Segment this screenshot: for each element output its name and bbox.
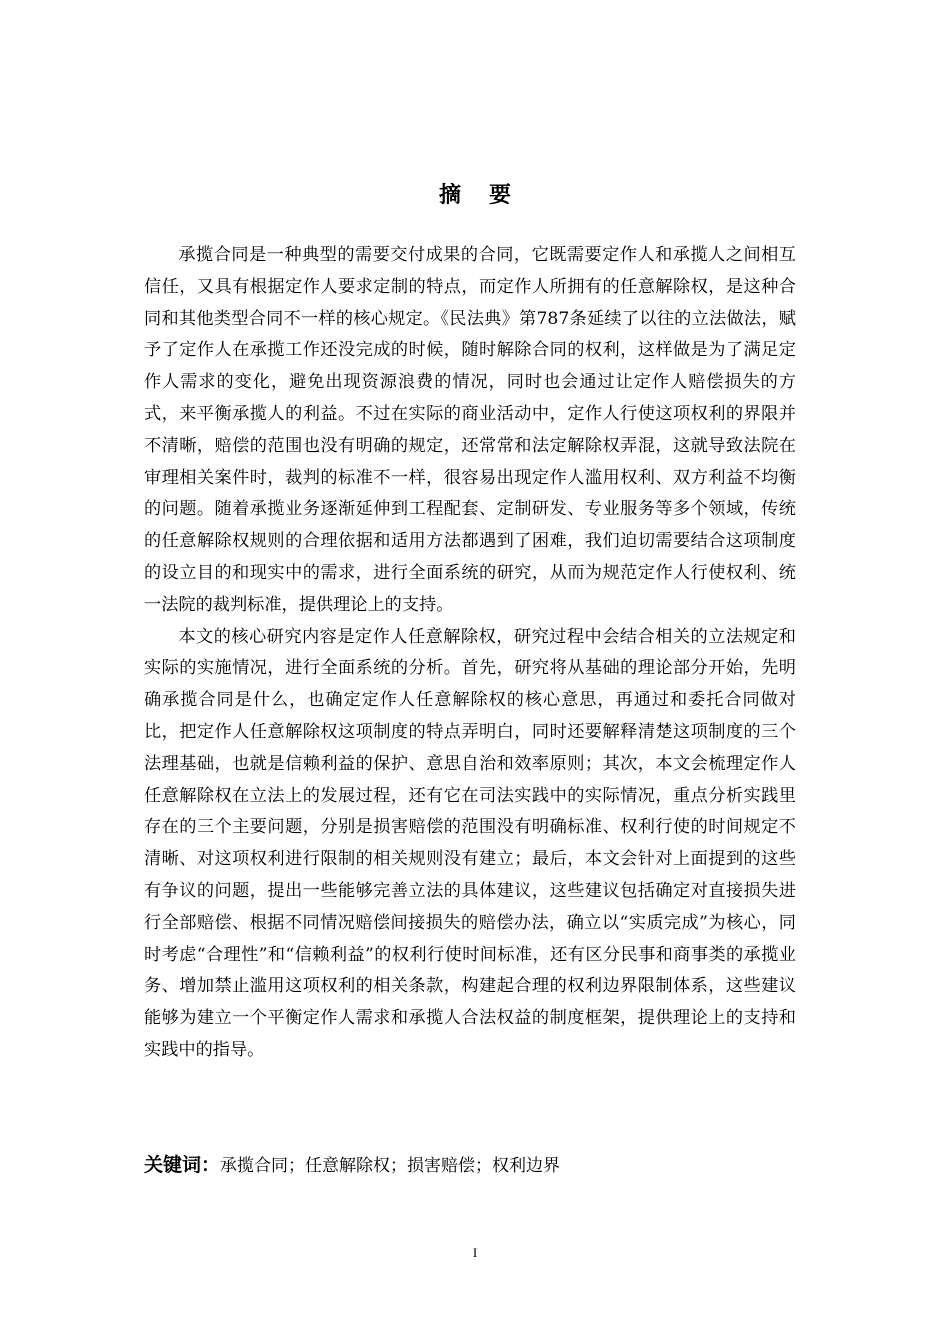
keywords-line [144,1150,796,1181]
page-title: 摘要 [438,183,539,208]
keywords-label: 关键词： [144,1154,221,1176]
abstract-body [144,240,796,1067]
keywords-text: 承揽合同；任意解除权；损害赔偿；权利边界 [220,1156,561,1176]
abstract-paragraph-1: 承揽合同是一种典型的需要交付成果的合同，它既需要定作人和承揽人之间相互信任，又具有根据定作人要求定制的特点，而定作人所拥有的任意解除权，是这种合同和其他类型合同不一样的核心规定。《民法典》第787条延续了以往的立法做法，赋予了定作人在承揽工作还没完成的时候，随时解除合同的权利，这样做是为了满足定作人需求的变化，避免出现资源浪费的情况，同时也会通过让定作人赔偿损失的方式，来平衡承揽人的利益。不过在实际的商业活动中，定作人行使这项权利的界限并不清晰，赔偿的范围也没有明确的规定，还常常和法定解除权弄混，这就导致法院在审理相关案件时，裁判的标准不一样，很容易出现定作人滥用权利、双方利益不均衡的问题。随着承揽业务逐渐延伸到工程配套、定制研发、专业服务等多个领域，传统的任意解除权规则的合理依据和适用方法都遇到了困难，我们迫切需要结合这项制度的设立目的和现实中的需求，进行全面系统的研究，从而为规范定作人行使权利、统一法院的裁判标准，提供理论上的支持。 [144,245,796,615]
abstract-paragraph-2: 本文的核心研究内容是定作人任意解除权，研究过程中会结合相关的立法规定和实际的实施情况，进行全面系统的分析。首先，研究将从基础的理论部分开始，先明确承揽合同是什么，也确定定作人任意解除权的核心意思，再通过和委托合同做对比，把定作人任意解除权这项制度的特点弄明白，同时还要解释清楚这项制度的三个法理基础，也就是信赖利益的保护、意思自治和效率原则；其次，本文会梳理定作人任意解除权在立法上的发展过程，还有它在司法实践中的实际情况，重点分析实践里存在的三个主要问题，分别是损害赔偿的范围没有明确标准、权利行使的时间规定不清晰、对这项权利进行限制的相关规则没有建立；最后，本文会针对上面提到的这些有争议的问题，提出一些能够完善立法的具体建议，这些建议包括确定对直接损失进行全部赔偿、根据不同情况赔偿间接损失的赔偿办法，确立以“实质完成”为核心，同时考虑“合理性”和“信赖利益”的权利行使时间标准，还有区分民事和商事类的承揽业务、增加禁止滥用这项权利的相关条款，构建起合理的权利边界限制体系，这些建议能够为建立一个平衡定作人需求和承揽人合法权益的制度框架，提供理论上的支持和实践中的指导。 [144,626,796,1060]
page-number: I [472,1245,478,1260]
